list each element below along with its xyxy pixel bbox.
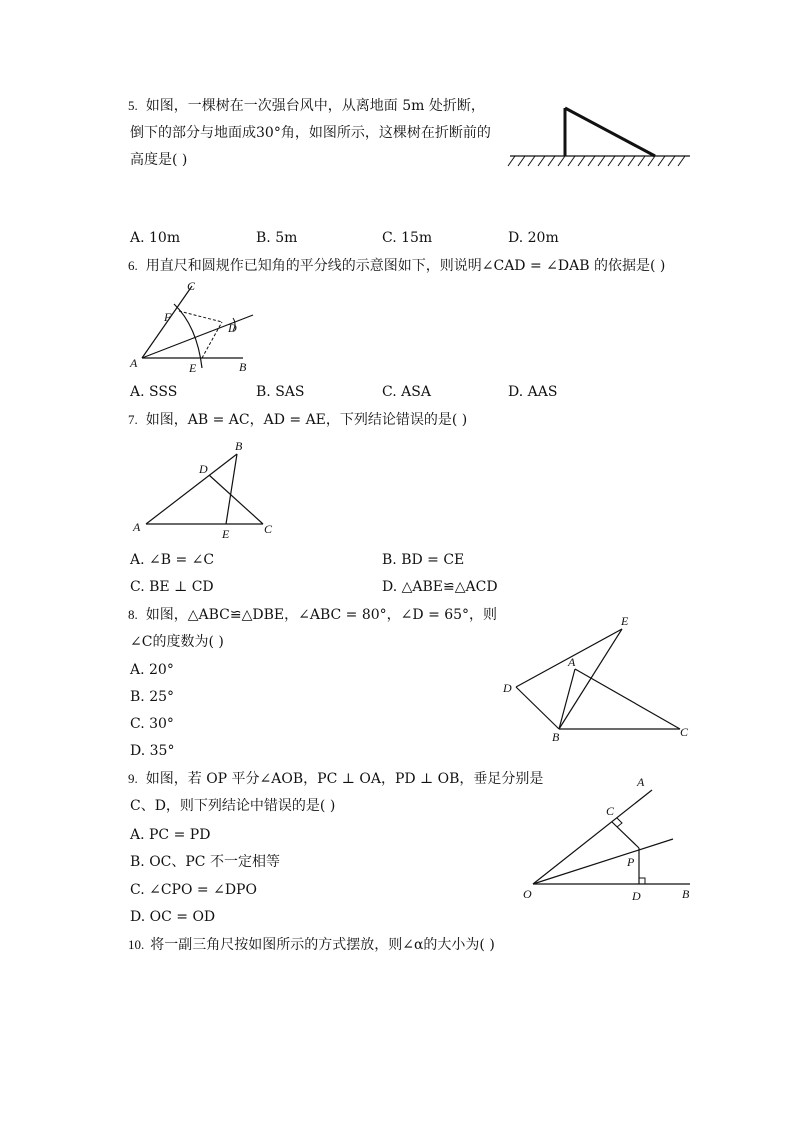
q7-text: 如图，AB = AC，AD = AE，下列结论错误的是( )	[145, 412, 468, 428]
q8-congruent-triangles-figure	[500, 612, 700, 742]
q5-number: 5.	[128, 98, 138, 113]
q8-label-d: D	[503, 681, 512, 695]
q8-label-e: E	[621, 614, 629, 628]
q8-line2: ∠C的度数为( )	[130, 634, 224, 650]
q7-triangle-figure	[130, 436, 290, 546]
q7-option-a[interactable]: A. ∠B = ∠C	[130, 552, 215, 568]
q6-number: 6.	[128, 258, 138, 273]
q9-label-d: D	[632, 889, 641, 903]
q9-option-d[interactable]: D. OC = OD	[130, 909, 216, 925]
q7-label-c: C	[264, 522, 273, 536]
q7-number: 7.	[128, 412, 138, 427]
q10-line	[128, 936, 495, 954]
q8-label-b: B	[552, 730, 560, 744]
q6-label-a: A	[130, 356, 138, 370]
q9-option-c[interactable]: C. ∠CPO = ∠DPO	[130, 882, 257, 898]
q5-option-a[interactable]: A. 10m	[130, 230, 181, 246]
q7-label-a: A	[133, 520, 141, 534]
q7-label-d: D	[199, 462, 208, 476]
q7-label-e: E	[222, 527, 230, 541]
q6-line	[128, 257, 665, 275]
q6-bisector-figure	[125, 278, 265, 378]
q6-label-f: F	[164, 310, 172, 324]
q9-option-b[interactable]: B. OC、PC 不一定相等	[130, 854, 280, 870]
q7-option-c[interactable]: C. BE ⊥ CD	[130, 579, 214, 595]
q5-line1	[128, 97, 485, 115]
q9-text-line1: 如图，若 OP 平分∠AOB，PC ⊥ OA，PD ⊥ OB，垂足分别是	[145, 771, 544, 787]
q8-text-line1: 如图，△ABC≌△DBE，∠ABC = 80°，∠D = 65°，则	[145, 607, 498, 623]
q6-label-b: B	[239, 360, 247, 374]
q8-option-b[interactable]: B. 25°	[130, 689, 175, 705]
q10-number: 10.	[128, 937, 145, 952]
q6-option-a[interactable]: A. SSS	[130, 384, 178, 400]
q9-option-a[interactable]: A. PC = PD	[130, 827, 211, 843]
q5-text-line1: 如图，一棵树在一次强台风中，从离地面 5m 处折断，	[145, 98, 485, 114]
q9-label-a: A	[637, 775, 645, 789]
q9-line1	[128, 770, 543, 788]
q9-label-c: C	[606, 804, 615, 818]
q5-line2: 倒下的部分与地面成30°角，如图所示，这棵树在折断前的	[130, 125, 491, 141]
q5-tree-fallen	[565, 108, 655, 156]
q9-label-b: B	[682, 887, 690, 901]
q9-line2: C、D，则下列结论中错误的是( )	[130, 798, 336, 814]
q6-text: 用直尺和圆规作已知角的平分线的示意图如下，则说明∠CAD = ∠DAB 的依据是( )	[145, 258, 666, 274]
q7-line	[128, 411, 467, 429]
q6-label-c: C	[187, 279, 196, 293]
q8-number: 8.	[128, 607, 138, 622]
q9-number: 9.	[128, 771, 138, 786]
q6-label-d: D	[228, 321, 237, 335]
q9-label-p: P	[627, 855, 635, 869]
q8-label-c: C	[680, 725, 689, 739]
q8-line1	[128, 606, 497, 624]
q5-tree-figure	[505, 100, 695, 170]
q5-line3: 高度是( )	[130, 152, 188, 168]
q7-option-d[interactable]: D. △ABE≌△ACD	[382, 579, 498, 595]
q8-label-a: A	[568, 655, 576, 669]
q6-option-d[interactable]: D. AAS	[508, 384, 558, 400]
q8-option-a[interactable]: A. 20°	[130, 662, 174, 678]
q5-option-d[interactable]: D. 20m	[508, 230, 559, 246]
q9-angle-bisector-figure	[515, 770, 715, 905]
q5-option-b[interactable]: B. 5m	[256, 230, 298, 246]
q7-option-b[interactable]: B. BD = CE	[382, 552, 465, 568]
q6-option-c[interactable]: C. ASA	[382, 384, 431, 400]
q6-label-e: E	[189, 361, 197, 375]
q5-option-c[interactable]: C. 15m	[382, 230, 433, 246]
q8-option-c[interactable]: C. 30°	[130, 716, 174, 732]
q7-label-b: B	[235, 439, 243, 453]
q10-text: 将一副三角尺按如图所示的方式摆放，则∠α的大小为( )	[150, 937, 495, 953]
q6-option-b[interactable]: B. SAS	[256, 384, 305, 400]
q8-option-d[interactable]: D. 35°	[130, 743, 175, 759]
q9-label-o: O	[523, 887, 532, 901]
